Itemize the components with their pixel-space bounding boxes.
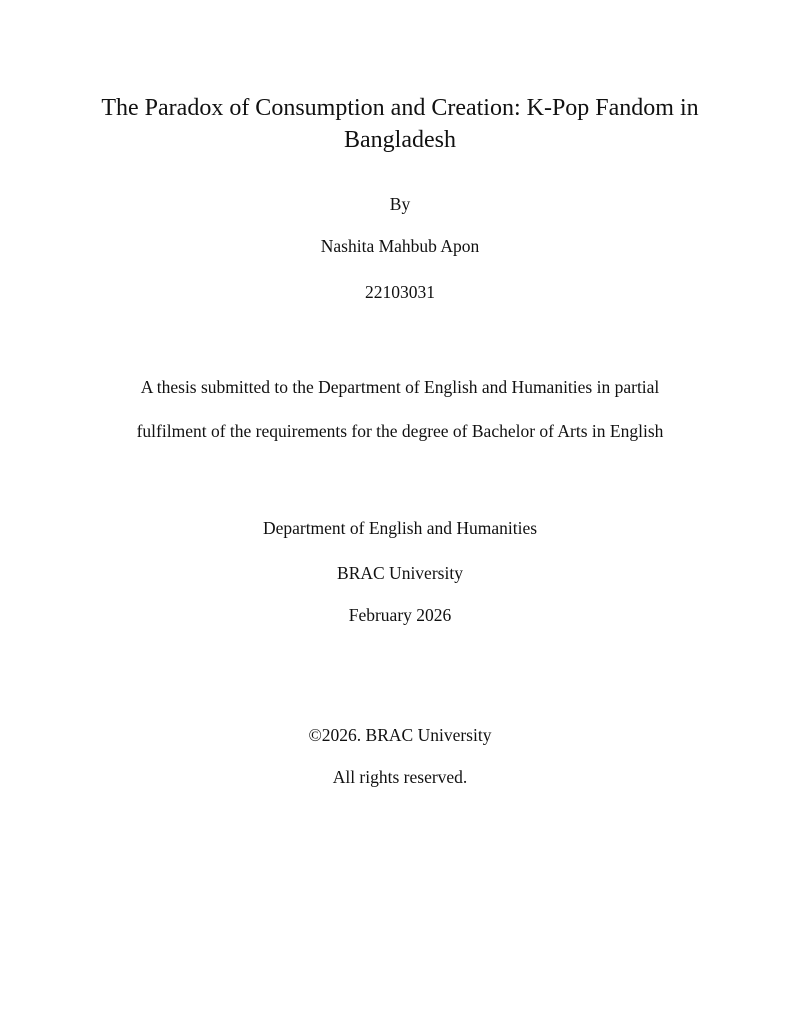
by-label: By [389,194,411,214]
student-id: 22103031 [365,282,435,302]
thesis-title-line-2: Bangladesh [344,127,456,153]
thesis-title-line-1: The Paradox of Consumption and Creation: K-Pop Fandom in [101,95,699,121]
submission-statement-line-1: A thesis submitted to the Department of English and Humanities in partial [140,377,660,397]
department-name: Department of English and Humanities [262,518,538,538]
copyright-notice: ©2026. BRAC University [308,725,492,745]
submission-statement-line-2: fulfilment of the requirements for the degree of Bachelor of Arts in English [136,421,664,441]
university-name: BRAC University [337,563,463,583]
author-name: Nashita Mahbub Apon [320,236,480,256]
rights-statement: All rights reserved. [332,767,468,787]
submission-date: February 2026 [348,605,452,625]
